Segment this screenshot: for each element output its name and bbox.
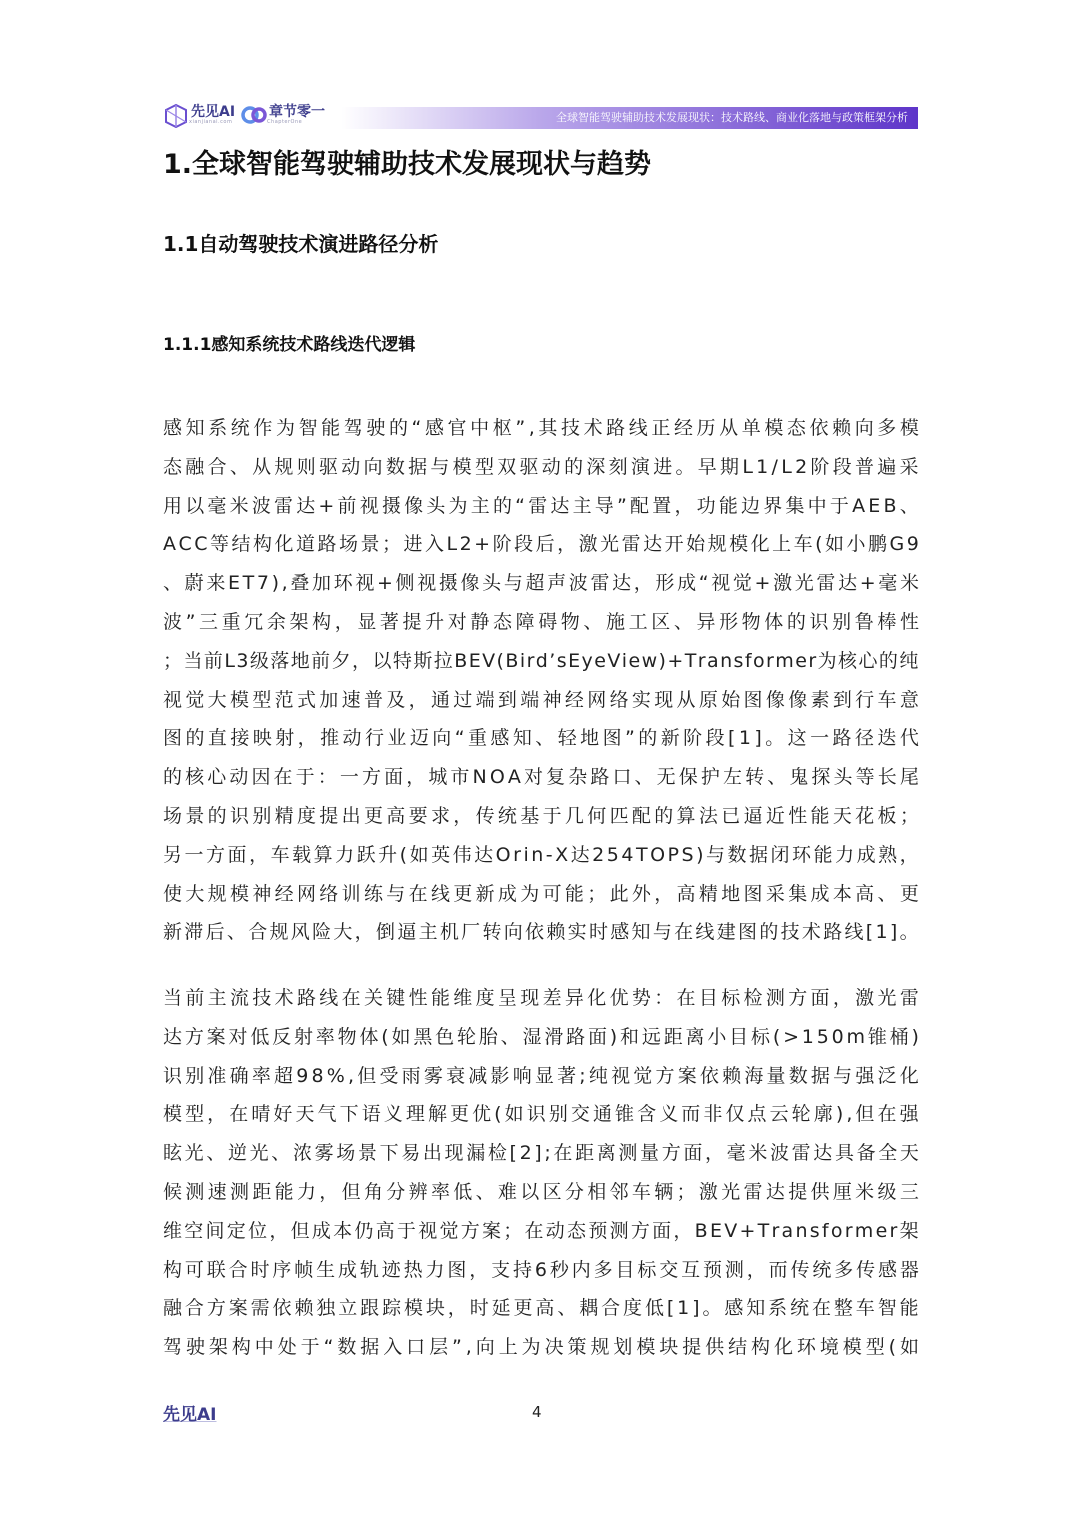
paragraph-line: 感 知 系 统 作 为 智 能 驾 驶 的 “ 感 官 中 枢 ” , 其 技 术 路 线 正 经 历 从 单 模 态 依 赖 向 多 模 <box>163 417 919 439</box>
paragraph-line: 、 蔚 来 E T 7 ) , 叠 加 环 视 + 侧 视 摄 像 头 与 超 声 波 雷 达 ， 形 成 “ 视 觉 + 激 光 雷 达 + 毫 米 <box>163 572 919 595</box>
footer-logo-text: 先见AI <box>163 1405 217 1425</box>
xianjian-logo-icon <box>163 102 189 128</box>
paragraph-line: 识 别 准 确 率 超 9 8 % , 但 受 雨 雾 衰 减 影 响 显 著 ; 纯 视 觉 方 案 依 赖 海 量 数 据 与 强 泛 化 <box>163 1064 919 1087</box>
xianjian-logo-text-group <box>189 105 235 125</box>
subsection-heading: 1.1.1感知系统技术路线迭代逻辑 <box>163 335 416 355</box>
paragraph-line: 维 空 间 定 位 ， 但 成 本 仍 高 于 视 觉 方 案 ； 在 动 态 预 测 方 面 ， B E V + T r a n s f o r m e r 架 <box>163 1219 919 1242</box>
paragraph-line: 眩 光 、 逆 光 、 浓 雾 场 景 下 易 出 现 漏 检 [ 2 ] ; 在 距 离 测 量 方 面 ， 毫 米 波 雷 达 具 备 全 天 <box>163 1142 919 1165</box>
chapterone-logo-icon <box>241 104 267 126</box>
header-logo-subtext: xianjianai.com <box>189 119 233 125</box>
logo-group <box>163 100 325 130</box>
paragraph-line: ； 当 前 L 3 级 落 地 前 夕 ， 以 特 斯 拉 B E V ( B i r d ’ s E y e V i e w ) + T r a n s f o r m e r 为 核 心 的 纯 <box>163 649 919 672</box>
page-number: 4 <box>532 1403 542 1421</box>
paragraph-line: 图 的 直 接 映 射 ， 推 动 行 业 迈 向 “ 重 感 知 、 轻 地 图 ” 的 新 阶 段 [ 1 ] 。 这 一 路 径 迭 代 <box>163 727 919 750</box>
chapterone-logo-text-group <box>267 105 325 125</box>
paragraph-line: 当 前 主 流 技 术 路 线 在 关 键 性 能 维 度 呈 现 差 异 化 优 势 ： 在 目 标 检 测 方 面 ， 激 光 雷 <box>163 987 919 1009</box>
section-heading: 1.1自动驾驶技术演进路径分析 <box>163 232 439 256</box>
paragraph-line: 场 景 的 识 别 精 度 提 出 更 高 要 求 ， 传 统 基 于 几 何 匹 配 的 算 法 已 逼 近 性 能 天 花 板 ； <box>163 804 919 827</box>
paragraph-line: 视 觉 大 模 型 范 式 加 速 普 及 ， 通 过 端 到 端 神 经 网 络 实 现 从 原 始 图 像 像 素 到 行 车 意 <box>163 688 919 711</box>
page-title: 1.全球智能驾驶辅助技术发展现状与趋势 <box>163 149 652 180</box>
paragraph-line: A C C 等 结 构 化 道 路 场 景 ； 进 入 L 2 + 阶 段 后 ， 激 光 雷 达 开 始 规 模 化 上 车 ( 如 小 鹏 G 9 <box>163 533 919 556</box>
paragraph-line: 新 滞 后 、 合 规 风 险 大 ， 倒 逼 主 机 厂 转 向 依 赖 实 时 感 知 与 在 线 建 图 的 技 术 路 线 [ 1 ] 。 <box>163 921 919 944</box>
paragraph-1 <box>163 409 919 952</box>
paragraph-line: 构 可 联 合 时 序 帧 生 成 轨 迹 热 力 图 ， 支 持 6 秒 内 多 目 标 交 互 预 测 ， 而 传 统 多 传 感 器 <box>163 1258 919 1281</box>
paragraph-line: 波 ” 三 重 冗 余 架 构 ， 显 著 提 升 对 静 态 障 碍 物 、 施 工 区 、 异 形 物 体 的 识 别 鲁 棒 性 <box>163 610 919 633</box>
paragraph-line: 模 型 ， 在 晴 好 天 气 下 语 义 理 解 更 优 ( 如 识 别 交 通 锥 含 义 而 非 仅 点 云 轮 廓 ) , 但 在 强 <box>163 1103 919 1126</box>
header-banner-text: 全球智能驾驶辅助技术发展现状：技术路线、商业化落地与政策框架分析 <box>556 111 908 124</box>
paragraph-line: 候 测 速 测 距 能 力 ， 但 角 分 辨 率 低 、 难 以 区 分 相 邻 车 辆 ； 激 光 雷 达 提 供 厘 米 级 三 <box>163 1180 919 1203</box>
paragraph-line: 融 合 方 案 需 依 赖 独 立 跟 踪 模 块 ， 时 延 更 高 、 耦 合 度 低 [ 1 ] 。 感 知 系 统 在 整 车 智 能 <box>163 1297 919 1320</box>
paragraph-line: 的 核 心 动 因 在 于 ： 一 方 面 ， 城 市 N O A 对 复 杂 路 口 、 无 保 护 左 转 、 鬼 探 头 等 长 尾 <box>163 766 919 789</box>
paragraph-line: 态 融 合 、 从 规 则 驱 动 向 数 据 与 模 型 双 驱 动 的 深 刻 演 进 。 早 期 L 1 / L 2 阶 段 普 遍 采 <box>163 455 919 478</box>
page-header <box>163 100 918 130</box>
partner-logo-text: 章节零一 <box>269 104 326 120</box>
header-logo-text: 先见AI <box>191 104 236 120</box>
paragraph-line: 用 以 毫 米 波 雷 达 + 前 视 摄 像 头 为 主 的 “ 雷 达 主 导 ” 配 置 ， 功 能 边 界 集 中 于 A E B 、 <box>163 494 919 517</box>
partner-logo-subtext: ChapterOne <box>267 119 303 125</box>
footer-logo <box>163 1400 216 1425</box>
paragraph-line: 驾 驶 架 构 中 处 于 “ 数 据 入 口 层 ” , 向 上 为 决 策 规 划 模 块 提 供 结 构 化 环 境 模 型 ( 如 <box>163 1336 919 1359</box>
paragraph-line: 达 方 案 对 低 反 射 率 物 体 ( 如 黑 色 轮 胎 、 湿 滑 路 面 ) 和 远 距 离 小 目 标 ( > 1 5 0 m 锥 桶 ) <box>163 1025 919 1048</box>
paragraph-2 <box>163 979 919 1367</box>
paragraph-line: 使 大 规 模 神 经 网 络 训 练 与 在 线 更 新 成 为 可 能 ； 此 外 ， 高 精 地 图 采 集 成 本 高 、 更 <box>163 882 919 905</box>
paragraph-line: 另 一 方 面 ， 车 载 算 力 跃 升 ( 如 英 伟 达 O r i n - X 达 2 5 4 T O P S ) 与 数 据 闭 环 能 力 成 熟 ， <box>163 843 919 866</box>
header-banner <box>341 107 918 129</box>
